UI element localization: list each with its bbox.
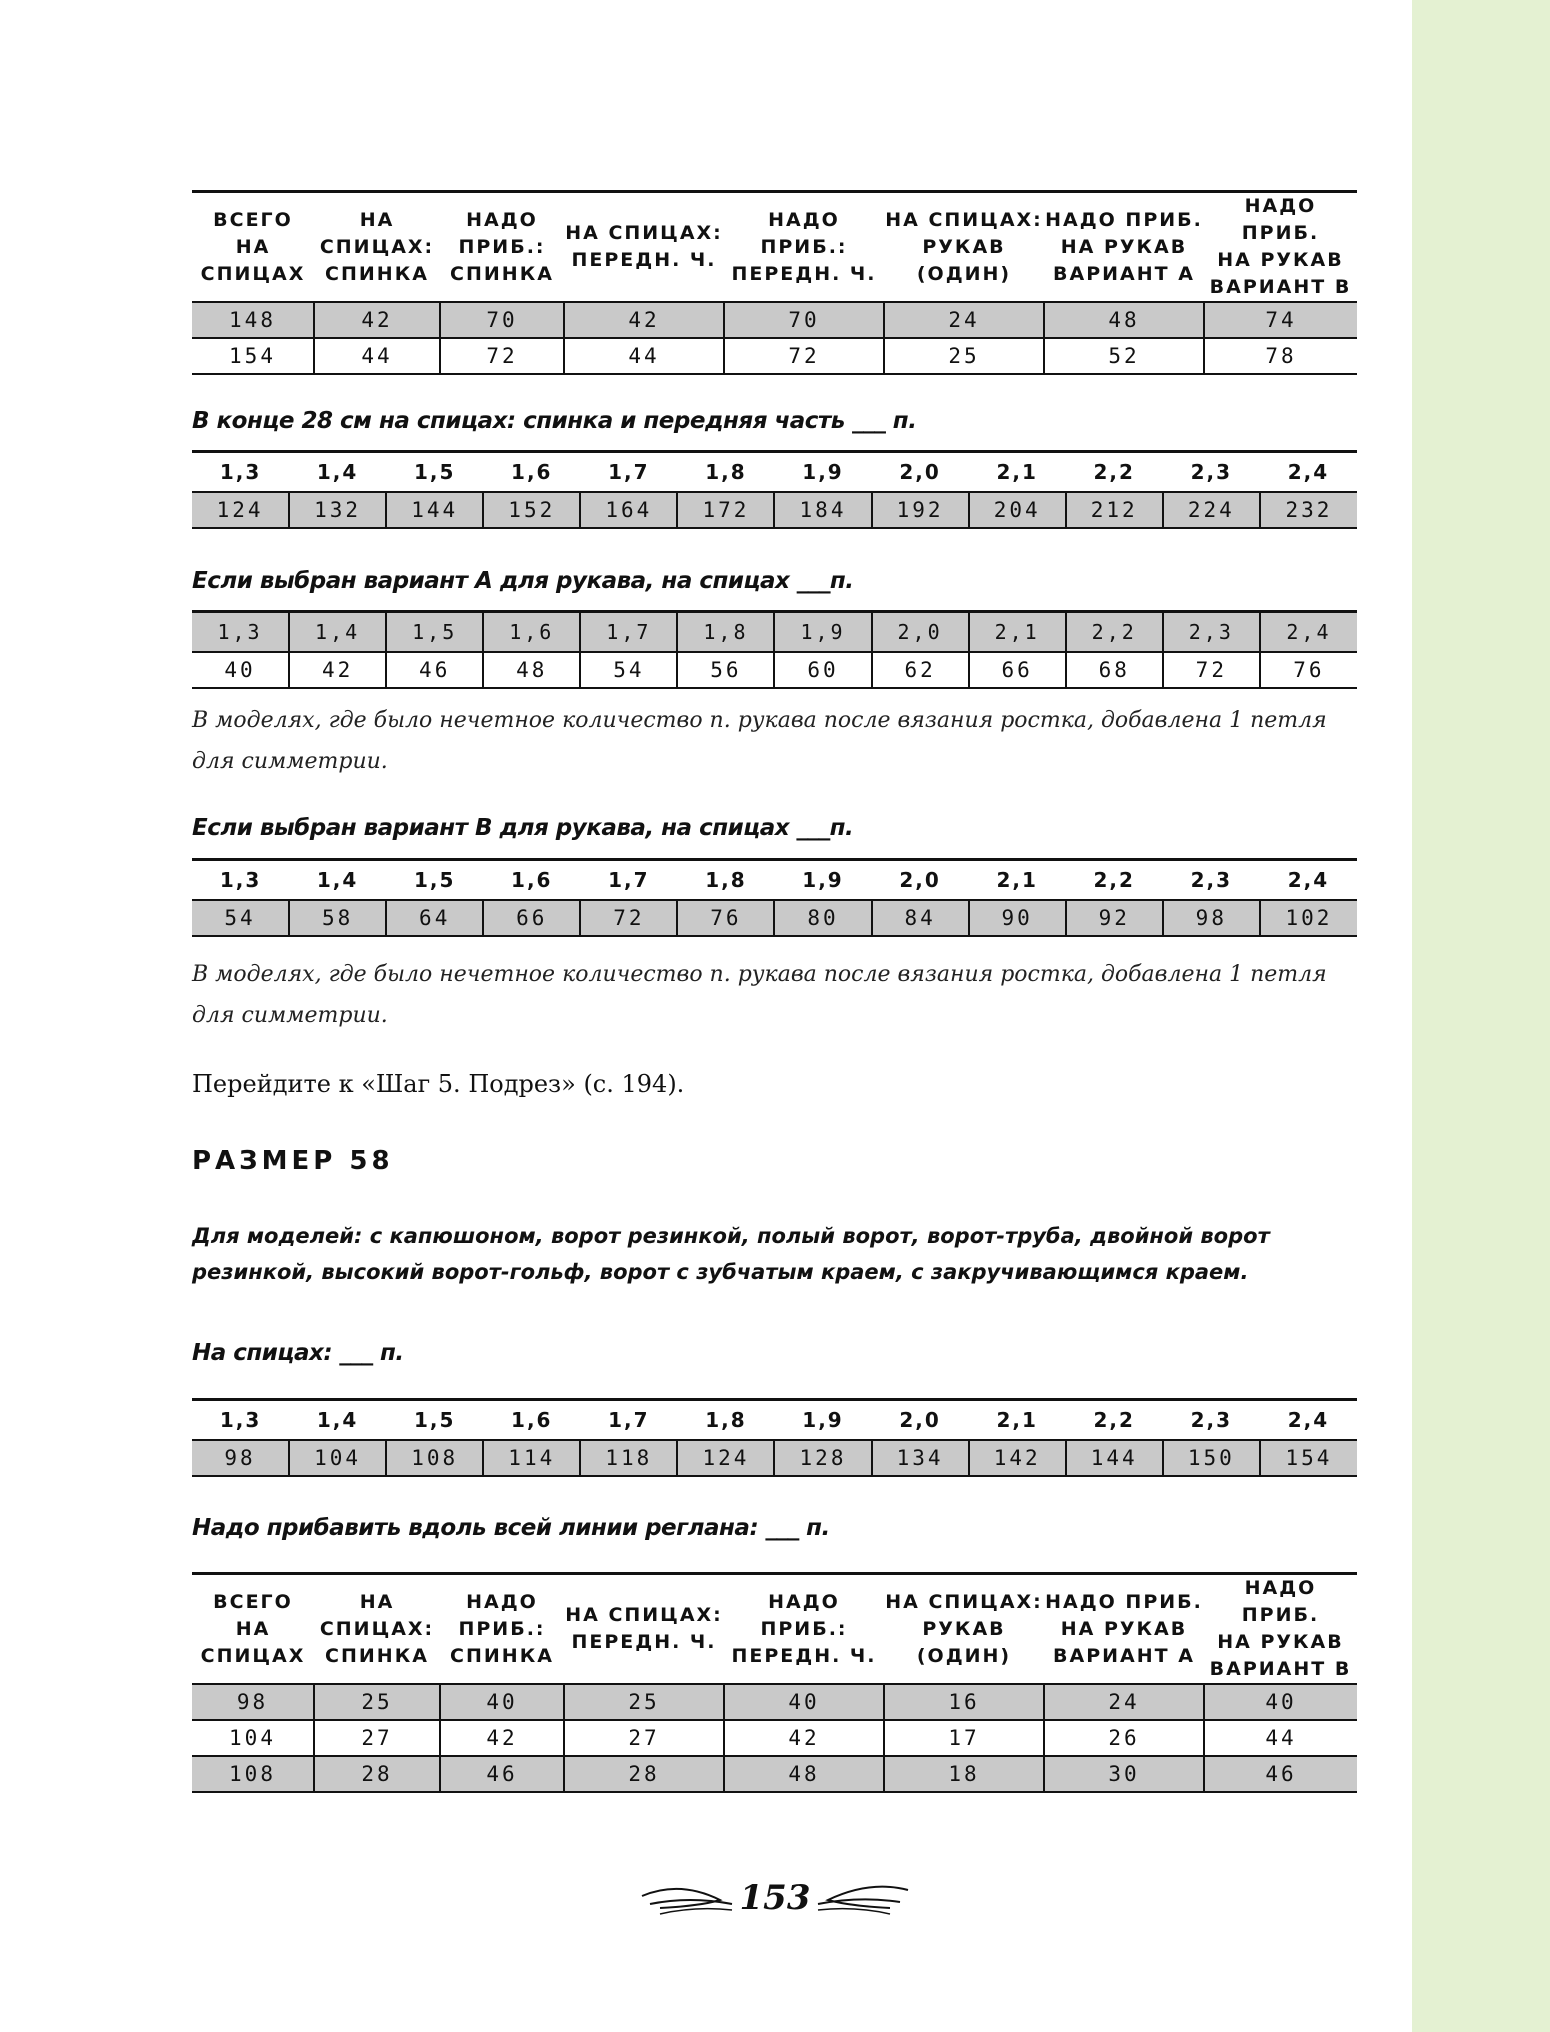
table-cell: 24 xyxy=(1044,1685,1204,1720)
table-cell: 108 xyxy=(192,1756,314,1792)
gauge-cell: 2,3 xyxy=(1163,612,1260,653)
gauge-cell: 1,4 xyxy=(289,452,386,493)
column-header: НА СПИЦАХ: ПЕРЕДН. Ч. xyxy=(564,192,724,303)
table-cell: 28 xyxy=(314,1756,440,1792)
value-cell: 92 xyxy=(1066,900,1163,936)
raglan-table-top xyxy=(192,190,1357,375)
value-cell: 66 xyxy=(483,900,580,936)
gauge-cell: 1,6 xyxy=(483,612,580,653)
table-cell: 44 xyxy=(314,338,440,374)
value-cell: 72 xyxy=(1163,652,1260,688)
gauge-table-variant-a xyxy=(192,610,1357,689)
value-cell: 118 xyxy=(580,1440,677,1476)
gauge-cell: 1,8 xyxy=(677,612,774,653)
gauge-cell: 1,7 xyxy=(580,1400,677,1441)
value-cell: 150 xyxy=(1163,1440,1260,1476)
value-cell: 154 xyxy=(1260,1440,1357,1476)
gauge-cell: 2,1 xyxy=(969,1400,1066,1441)
gauge-cell: 2,4 xyxy=(1260,452,1357,493)
gauge-cell: 1,5 xyxy=(386,452,483,493)
value-cell: 46 xyxy=(386,652,483,688)
value-cell: 108 xyxy=(386,1440,483,1476)
value-cell: 72 xyxy=(580,900,677,936)
gauge-cell: 1,8 xyxy=(677,1400,774,1441)
table-cell: 44 xyxy=(1204,1720,1357,1756)
table-cell: 26 xyxy=(1044,1720,1204,1756)
value-cell: 64 xyxy=(386,900,483,936)
table-cell: 70 xyxy=(724,303,884,338)
value-cell: 60 xyxy=(774,652,871,688)
gauge-cell: 1,9 xyxy=(774,452,871,493)
note-symmetry-2: В моделях, где было нечетное количество п. рукава после вязания ростка, добавлена 1 петля для симметрии. xyxy=(192,962,1327,1028)
table-cell: 46 xyxy=(1204,1756,1357,1792)
gauge-cell: 1,4 xyxy=(289,860,386,901)
value-cell: 56 xyxy=(677,652,774,688)
gauge-cell: 1,4 xyxy=(289,612,386,653)
gauge-cell: 1,7 xyxy=(580,860,677,901)
gauge-cell: 2,3 xyxy=(1163,1400,1260,1441)
value-cell: 124 xyxy=(192,492,289,528)
value-cell: 40 xyxy=(192,652,289,688)
table-cell: 40 xyxy=(440,1685,564,1720)
value-cell: 66 xyxy=(969,652,1066,688)
table-cell: 42 xyxy=(440,1720,564,1756)
value-cell: 114 xyxy=(483,1440,580,1476)
heading-variant-b: Если выбран вариант В для рукава, на спицах ___п. xyxy=(192,815,854,841)
value-cell: 54 xyxy=(580,652,677,688)
value-cell: 164 xyxy=(580,492,677,528)
value-cell: 184 xyxy=(774,492,871,528)
page-side-band xyxy=(1412,0,1550,2032)
gauge-table-end28 xyxy=(192,450,1357,529)
gauge-cell: 1,4 xyxy=(289,1400,386,1441)
heading-end-28cm: В конце 28 см на спицах: спинка и передняя часть ___ п. xyxy=(192,408,917,434)
column-header: ВСЕГО НА СПИЦАХ xyxy=(192,192,314,303)
table-row xyxy=(192,1720,1357,1756)
gauge-cell: 1,9 xyxy=(774,612,871,653)
value-cell: 58 xyxy=(289,900,386,936)
value-cell: 42 xyxy=(289,652,386,688)
gauge-cell: 1,3 xyxy=(192,860,289,901)
table-cell: 40 xyxy=(1204,1685,1357,1720)
column-header: НАДО ПРИБ. НА РУКАВ ВАРИАНТ В xyxy=(1204,192,1357,303)
value-cell: 124 xyxy=(677,1440,774,1476)
note-symmetry-1: В моделях, где было нечетное количество п. рукава после вязания ростка, добавлена 1 петля для симметрии. xyxy=(192,708,1327,774)
value-cell: 212 xyxy=(1066,492,1163,528)
gauge-cell: 1,5 xyxy=(386,612,483,653)
gauge-cell: 2,4 xyxy=(1260,612,1357,653)
column-header: ВСЕГО НА СПИЦАХ xyxy=(192,1574,314,1685)
column-header: НАДО ПРИБ.: ПЕРЕДН. Ч. xyxy=(724,192,884,303)
gauge-cell: 1,9 xyxy=(774,1400,871,1441)
gauge-cell: 2,3 xyxy=(1163,452,1260,493)
value-cell: 102 xyxy=(1260,900,1357,936)
gauge-cell: 1,3 xyxy=(192,612,289,653)
gauge-cell: 2,4 xyxy=(1260,1400,1357,1441)
value-cell: 128 xyxy=(774,1440,871,1476)
table-cell: 48 xyxy=(724,1756,884,1792)
value-cell: 54 xyxy=(192,900,289,936)
gauge-cell: 2,4 xyxy=(1260,860,1357,901)
gauge-cell: 2,0 xyxy=(872,452,969,493)
gauge-cell: 1,6 xyxy=(483,1400,580,1441)
table-cell: 24 xyxy=(884,303,1044,338)
gauge-cell: 2,1 xyxy=(969,612,1066,653)
column-header: НА СПИЦАХ: РУКАВ (ОДИН) xyxy=(884,192,1044,303)
table-cell: 72 xyxy=(440,338,564,374)
table-cell: 27 xyxy=(564,1720,724,1756)
value-cell: 104 xyxy=(289,1440,386,1476)
column-header: НАДО ПРИБ.: СПИНКА xyxy=(440,1574,564,1685)
gauge-cell: 2,2 xyxy=(1066,612,1163,653)
table-cell: 25 xyxy=(314,1685,440,1720)
value-cell: 84 xyxy=(872,900,969,936)
table-cell: 44 xyxy=(564,338,724,374)
table-cell: 70 xyxy=(440,303,564,338)
value-cell: 90 xyxy=(969,900,1066,936)
gauge-table-variant-b xyxy=(192,858,1357,937)
page-number: 153 xyxy=(739,1878,811,1918)
table-cell: 30 xyxy=(1044,1756,1204,1792)
gauge-cell: 1,7 xyxy=(580,612,677,653)
gauge-cell: 2,0 xyxy=(872,1400,969,1441)
table-row xyxy=(192,303,1357,338)
table-cell: 40 xyxy=(724,1685,884,1720)
value-cell: 76 xyxy=(1260,652,1357,688)
value-cell: 62 xyxy=(872,652,969,688)
column-header: НАДО ПРИБ.: ПЕРЕДН. Ч. xyxy=(724,1574,884,1685)
table-cell: 25 xyxy=(884,338,1044,374)
column-header: НА СПИЦАХ: РУКАВ (ОДИН) xyxy=(884,1574,1044,1685)
heading-raglan: Надо прибавить вдоль всей линии реглана: ___ п. xyxy=(192,1515,830,1541)
gauge-cell: 2,0 xyxy=(872,612,969,653)
gauge-cell: 2,2 xyxy=(1066,452,1163,493)
value-cell: 192 xyxy=(872,492,969,528)
table-cell: 16 xyxy=(884,1685,1044,1720)
value-cell: 80 xyxy=(774,900,871,936)
value-cell: 142 xyxy=(969,1440,1066,1476)
value-cell: 204 xyxy=(969,492,1066,528)
gauge-cell: 1,8 xyxy=(677,860,774,901)
gauge-cell: 1,6 xyxy=(483,860,580,901)
column-header: НА СПИЦАХ: СПИНКА xyxy=(314,1574,440,1685)
table-row xyxy=(192,1685,1357,1720)
table-cell: 48 xyxy=(1044,303,1204,338)
gauge-cell: 2,2 xyxy=(1066,860,1163,901)
gauge-cell: 1,3 xyxy=(192,1400,289,1441)
heading-on-needles: На спицах: ___ п. xyxy=(192,1340,404,1366)
gauge-cell: 2,1 xyxy=(969,452,1066,493)
gauge-cell: 1,7 xyxy=(580,452,677,493)
table-cell: 148 xyxy=(192,303,314,338)
goto-step5: Перейдите к «Шаг 5. Подрез» (с. 194). xyxy=(192,1070,685,1098)
column-header: НАДО ПРИБ.: СПИНКА xyxy=(440,192,564,303)
table-cell: 42 xyxy=(564,303,724,338)
value-cell: 144 xyxy=(1066,1440,1163,1476)
column-header: НА СПИЦАХ: СПИНКА xyxy=(314,192,440,303)
raglan-table-header-2 xyxy=(192,1572,1357,1685)
table-cell: 78 xyxy=(1204,338,1357,374)
gauge-cell: 2,1 xyxy=(969,860,1066,901)
page-number-ornament xyxy=(640,1870,910,1930)
table-cell: 52 xyxy=(1044,338,1204,374)
column-header: НАДО ПРИБ. НА РУКАВ ВАРИАНТ А xyxy=(1044,1574,1204,1685)
table-cell: 104 xyxy=(192,1720,314,1756)
gauge-cell: 1,9 xyxy=(774,860,871,901)
raglan-table-bottom xyxy=(192,1572,1357,1793)
gauge-table-on-needles xyxy=(192,1398,1357,1477)
value-cell: 172 xyxy=(677,492,774,528)
table-cell: 46 xyxy=(440,1756,564,1792)
gauge-cell: 2,3 xyxy=(1163,860,1260,901)
value-cell: 232 xyxy=(1260,492,1357,528)
gauge-cell: 1,5 xyxy=(386,860,483,901)
column-header: НАДО ПРИБ. НА РУКАВ ВАРИАНТ А xyxy=(1044,192,1204,303)
table-row xyxy=(192,1756,1357,1792)
table-cell: 27 xyxy=(314,1720,440,1756)
table-cell: 28 xyxy=(564,1756,724,1792)
heading-variant-a: Если выбран вариант А для рукава, на спицах ___п. xyxy=(192,568,854,594)
raglan-table-header xyxy=(192,190,1357,303)
value-cell: 134 xyxy=(872,1440,969,1476)
gauge-cell: 1,8 xyxy=(677,452,774,493)
gauge-cell: 1,5 xyxy=(386,1400,483,1441)
table-cell: 74 xyxy=(1204,303,1357,338)
value-cell: 224 xyxy=(1163,492,1260,528)
value-cell: 48 xyxy=(483,652,580,688)
table-cell: 25 xyxy=(564,1685,724,1720)
column-header: НАДО ПРИБ. НА РУКАВ ВАРИАНТ В xyxy=(1204,1574,1357,1685)
table-cell: 18 xyxy=(884,1756,1044,1792)
table-row xyxy=(192,338,1357,374)
models-list: Для моделей: с капюшоном, ворот резинкой, полый ворот, ворот-труба, двойной ворот резинкой, высокий ворот-гольф, ворот с зубчатым краем, с закручивающимся краем. xyxy=(192,1224,1270,1284)
gauge-cell: 1,3 xyxy=(192,452,289,493)
size-heading: РАЗМЕР 58 xyxy=(192,1146,394,1176)
table-cell: 17 xyxy=(884,1720,1044,1756)
table-cell: 154 xyxy=(192,338,314,374)
gauge-cell: 2,2 xyxy=(1066,1400,1163,1441)
table-cell: 72 xyxy=(724,338,884,374)
raglan-table-body xyxy=(192,303,1357,375)
raglan-table-body-2 xyxy=(192,1685,1357,1793)
value-cell: 144 xyxy=(386,492,483,528)
value-cell: 76 xyxy=(677,900,774,936)
gauge-cell: 1,6 xyxy=(483,452,580,493)
table-cell: 42 xyxy=(314,303,440,338)
table-cell: 98 xyxy=(192,1685,314,1720)
column-header: НА СПИЦАХ: ПЕРЕДН. Ч. xyxy=(564,1574,724,1685)
value-cell: 132 xyxy=(289,492,386,528)
value-cell: 98 xyxy=(192,1440,289,1476)
value-cell: 68 xyxy=(1066,652,1163,688)
gauge-cell: 2,0 xyxy=(872,860,969,901)
value-cell: 152 xyxy=(483,492,580,528)
table-cell: 42 xyxy=(724,1720,884,1756)
value-cell: 98 xyxy=(1163,900,1260,936)
